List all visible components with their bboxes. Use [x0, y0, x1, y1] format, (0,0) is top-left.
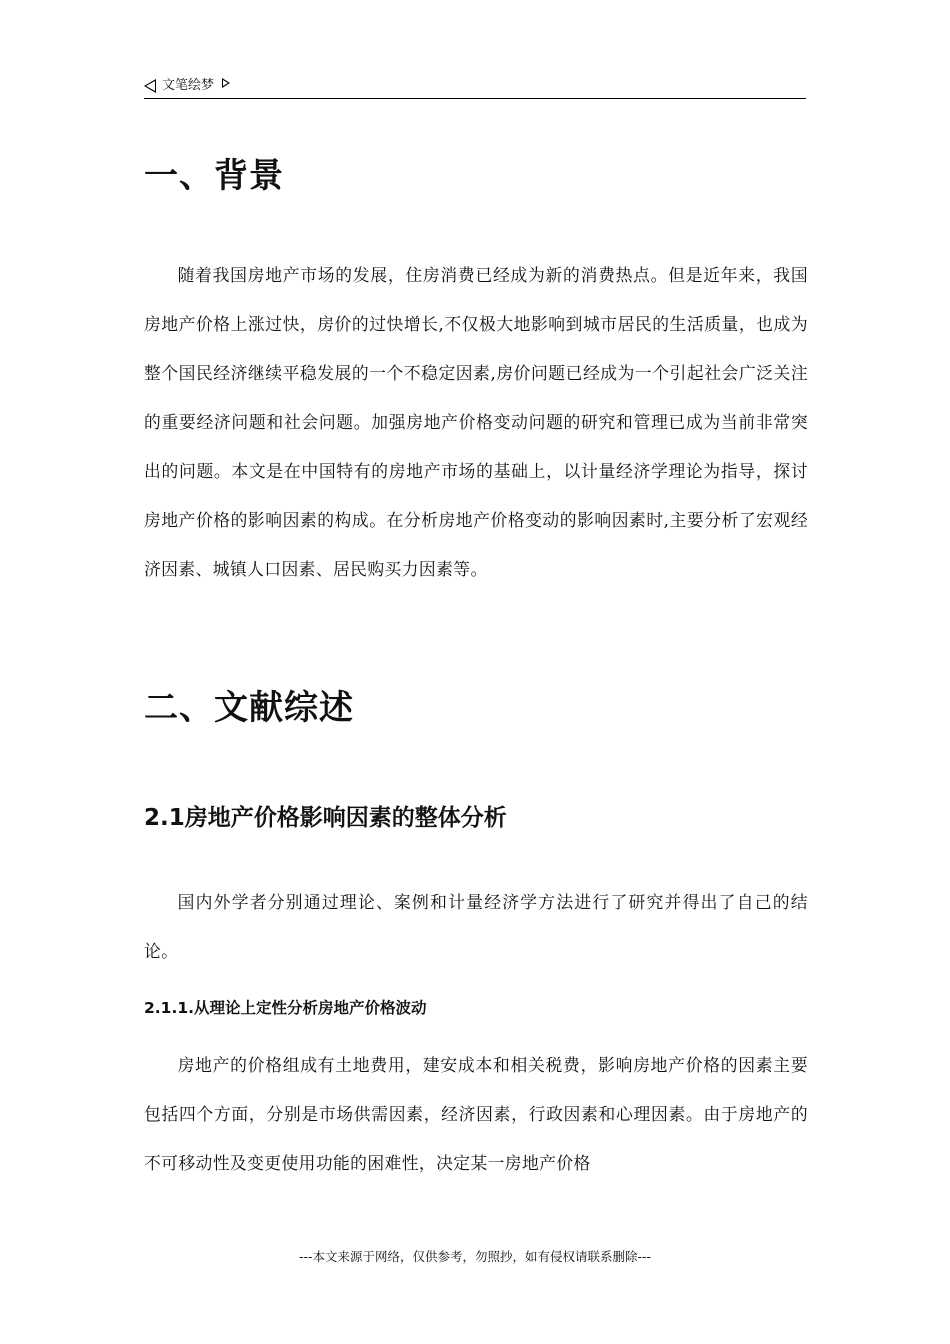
subsection-heading-2-1: 2.1房地产价格影响因素的整体分析	[144, 805, 507, 831]
header-title: 文笔绘梦	[162, 78, 215, 93]
section-heading-literature-review: 二、文献综述	[144, 688, 354, 728]
subsubsection-2-1-1-paragraph: 房地产的价格组成有土地费用，建安成本和相关税费，影响房地产价格的因素主要包括四个方面，分别是市场供需因素，经济因素，行政因素和心理因素。由于房地产的不可移动性及变更使用功能的困难性，决定某一房地产价格	[144, 1055, 808, 1173]
subsubsection-heading-2-1-1: 2.1.1.从理论上定性分析房地产价格波动	[144, 999, 427, 1017]
page-header	[144, 74, 806, 99]
page-footer-disclaimer: ---本文来源于网络，仅供参考，勿照抄，如有侵权请联系删除---	[298, 1249, 652, 1264]
triangle-left-icon	[144, 79, 156, 93]
triangle-right-icon	[222, 78, 230, 88]
background-paragraph: 随着我国房地产市场的发展，住房消费已经成为新的消费热点。但是近年来，我国房地产价格上涨过快，房价的过快增长,不仅极大地影响到城市居民的生活质量，也成为整个国民经济继续平稳发展的一个不稳定因素,房价问题已经成为一个引起社会广泛关注的重要经济问题和社会问题。加强房地产价格变动问题的研究和管理已成为当前非常突出的问题。本文是在中国特有的房地产市场的基础上，以计量经济学理论为指导，探讨房地产价格的影响因素的构成。在分析房地产价格变动的影响因素时,主要分析了宏观经济因素、城镇人口因素、居民购买力因素等。	[144, 265, 808, 579]
section-heading-background: 一、背景	[144, 156, 284, 196]
subsection-2-1-paragraph: 国内外学者分别通过理论、案例和计量经济学方法进行了研究并得出了自己的结论。	[144, 892, 808, 961]
